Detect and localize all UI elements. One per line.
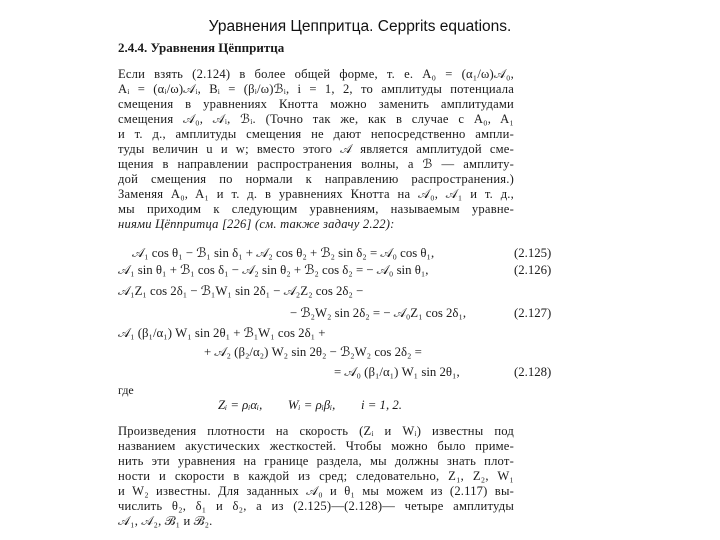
text-line: Заменяя A₀, A₁ и т. д. в уравнениях Кнотта на 𝒜₀, 𝒜₁ и т. д.,: [118, 187, 514, 201]
definitions: Zᵢ = ρᵢαᵢ, Wᵢ = ρᵢβᵢ, i = 1, 2.: [218, 398, 402, 412]
text-line: мы приходим к следующим уравнениям, называемым уравне-: [118, 202, 514, 216]
text-line: 𝒜₁, 𝒜₂, ℬ₁ и ℬ₂.: [118, 514, 213, 528]
equation: 𝒜₁ cos θ₁ − ℬ₁ sin δ₁ + 𝒜₂ cos θ₂ + ℬ₂ sin δ₂ = 𝒜₀ cos θ₁,: [132, 246, 435, 260]
text-line: ниями Цёппритца [226] (см. также задачу 2.22):: [118, 217, 395, 231]
where-label: где: [118, 383, 134, 397]
equation-number: (2.125): [514, 246, 552, 260]
equation: 𝒜₁Z₁ cos 2δ₁ − ℬ₁W₁ sin 2δ₁ − 𝒜₂Z₂ cos 2δ₂ −: [118, 284, 364, 298]
equation-number: (2.128): [514, 365, 552, 379]
text-line: и W₂ известны. Для заданных 𝒜₀ и θ₁ мы можем из (2.117) вы-: [118, 484, 514, 498]
text-line: щения в направлении распространения волны, а ℬ — амплиту-: [118, 157, 514, 171]
equation-number: (2.126): [514, 263, 552, 277]
slide-title: Уравнения Цеппритца. Cepprits equations.: [208, 18, 512, 35]
text-line: Если взять (2.124) в более общей форме, т. е. A₀ = (α₁/ω)𝒜₀,: [118, 67, 514, 81]
text-line: дой смещения по нормали к направлению распространения.): [118, 172, 514, 186]
text-line: ности и скорости в каждой из сред; следовательно, Z₁, Z₂, W₁: [118, 469, 514, 483]
equation-number: (2.127): [514, 306, 552, 320]
text-line: туды величин u и w; вместо этого 𝒜 является амплитудой сме-: [118, 142, 514, 156]
text-line: нить эти уравнения на границе раздела, мы должны знать плот-: [118, 454, 514, 468]
text-line: смещения в уравнениях Кнотта можно заменить амплитудами: [118, 97, 514, 111]
text-line: смещения 𝒜₀, 𝒜ᵢ, ℬᵢ. (Точно так же, как в случае с A₀, A₁: [118, 112, 514, 126]
text-line: названием акустических жесткостей. Чтобы можно было приме-: [118, 439, 514, 453]
equation: 𝒜₁ sin θ₁ + ℬ₁ cos δ₁ − 𝒜₂ sin θ₂ + ℬ₂ cos δ₂ = − 𝒜₀ sin θ₁,: [118, 263, 429, 277]
equation: 𝒜₁ (β₁/α₁) W₁ sin 2θ₁ + ℬ₁W₁ cos 2δ₁ +: [118, 326, 326, 340]
equation: + 𝒜₂ (β₂/α₂) W₂ sin 2θ₂ − ℬ₂W₂ cos 2δ₂ =: [204, 345, 422, 359]
equation: = 𝒜₀ (β₁/α₁) W₁ sin 2θ₁,: [334, 365, 460, 379]
section-heading: 2.4.4. Уравнения Цёппритца: [118, 40, 285, 55]
text-line: числить θ₂, δ₁ и δ₂, а из (2.125)—(2.128)— четыре амплитуды: [118, 499, 514, 513]
equation: − ℬ₂W₂ sin 2δ₂ = − 𝒜₀Z₁ cos 2δ₁,: [290, 306, 467, 320]
text-line: Aᵢ = (αᵢ/ω)𝒜ᵢ, Bᵢ = (βᵢ/ω)ℬᵢ, i = 1, 2, то амплитуды потенциала: [118, 82, 514, 96]
text-line: и т. д., амплитуды смещения не дают непосредственно ампли-: [118, 127, 514, 141]
text-line: Произведения плотности на скорость (Zᵢ и Wᵢ) известны под: [118, 424, 514, 438]
